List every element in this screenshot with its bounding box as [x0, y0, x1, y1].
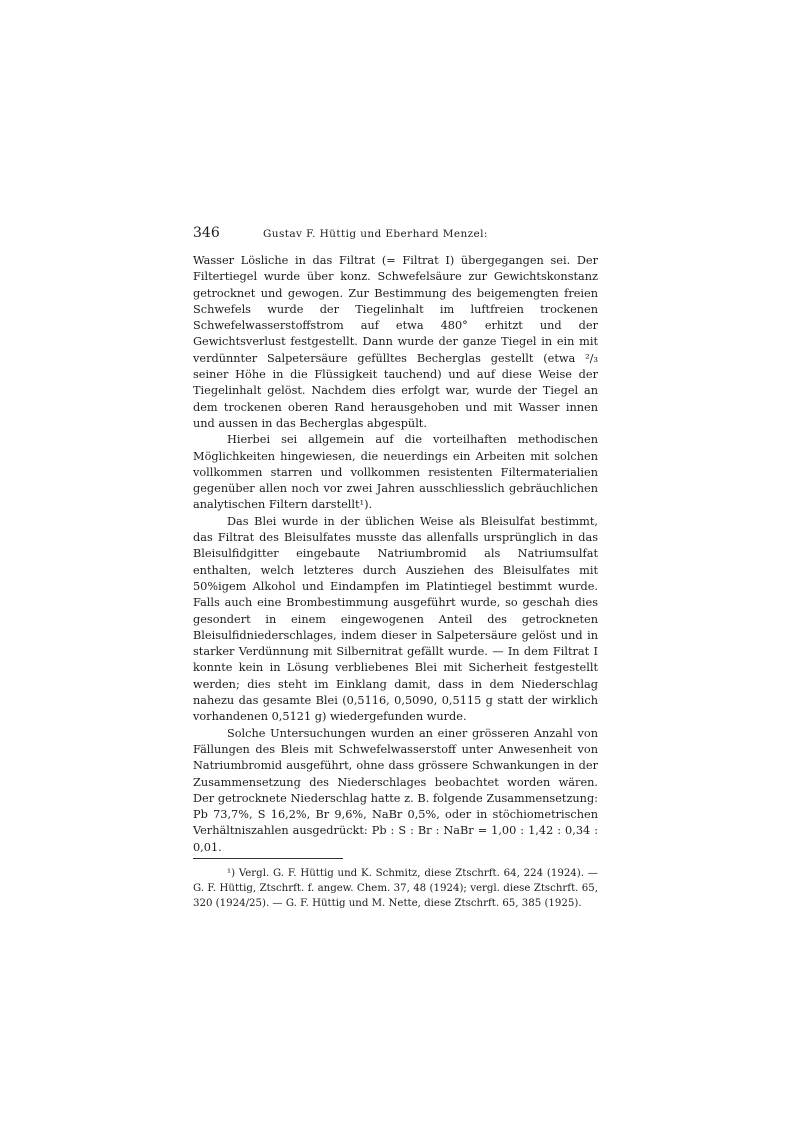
body-text [193, 253, 598, 856]
footnote: ¹) Vergl. G. F. Hüttig und K. Schmitz, diese Ztschrft. 64, 224 (1924). — G. F. Hüttig, Ztschrft. f. angew. Chem. 37, 48 (1924); vergl. diese Ztschrft. 65, 320 (1924/25). — G. F. Hüttig und M. Nette, diese Ztschrft. 65, 385 (1925). [193, 867, 598, 909]
paragraph: Hierbei sei allgemein auf die vorteilhaften methodischen Möglichkeiten hingewiesen, die neuerdings ein Arbeiten mit solchen vollkommen starren und vollkommen resistenten Filtermaterialien gegenüber allen noch vor zwei Jahren ausschliesslich gebräuchlichen analytischen Filtern darstellt¹). [193, 433, 598, 512]
page [193, 225, 598, 911]
paragraph: Das Blei wurde in der üblichen Weise als Bleisulfat bestimmt, das Filtrat des Bleisulfates musste das allenfalls ursprünglich in das Bleisulfidgitter eingebaute Natriumbromid als Natriumsulfat enthalten, welch letzteres durch Ausziehen des Bleisulfates mit 50%igem Alkohol und Eindampfen im Platintiegel bestimmt wurde. Falls auch eine Brombestimmung ausgeführt wurde, so geschah dies gesondert in einem eingewogenen Anteil des getrockneten Bleisulfidniederschlages, indem dieser in Salpetersäure gelöst und in starker Verdünnung mit Silbernitrat gefällt wurde. — In dem Filtrat I konnte kein in Lösung verbliebenes Blei mit Sicherheit festgestellt werden; dies steht im Einklang damit, dass in dem Niederschlag nahezu das gesamte Blei (0,5116, 0,5090, 0,5115 g statt der wirklich vorhandenen 0,5121 g) wiedergefunden wurde. [193, 514, 598, 724]
footnote-divider [193, 858, 343, 859]
page-number: 346 [193, 225, 220, 241]
running-head: Gustav F. Hüttig und Eberhard Menzel: [263, 228, 488, 240]
paragraph: Wasser Lösliche in das Filtrat (= Filtrat I) übergegangen sei. Der Filtertiegel wurde über konz. Schwefelsäure zur Gewichtskonstanz getrocknet und gewogen. Zur Bestimmung des beigemengten freien Schwefels wurde der Tiegelinhalt im luftfreien trockenen Schwefelwasserstoffstrom auf etwa 480° erhitzt und der Gewichtsverlust festgestellt. Dann wurde der ganze Tiegel in ein mit verdünnter Salpetersäure gefülltes Becherglas gestellt (etwa ²/₃ seiner Höhe in die Flüssigkeit tauchend) und auf diese Weise der Tiegelinhalt gelöst. Nachdem dies erfolgt war, wurde der Tiegel an dem trockenen oberen Rand herausgehoben und mit Wasser innen und aussen in das Becherglas abgespült. [193, 254, 598, 430]
page-header [193, 225, 598, 247]
paragraph: Solche Untersuchungen wurden an einer grösseren Anzahl von Fällungen des Bleis mit Schwefelwasserstoff unter Anwesenheit von Natriumbromid ausgeführt, ohne dass grössere Schwankungen in der Zusammensetzung des Niederschlages beobachtet worden wären. Der getrocknete Niederschlag hatte z. B. folgende Zusammensetzung: Pb 73,7%, S 16,2%, Br 9,6%, NaBr 0,5%, oder in stöchiometrischen Verhältniszahlen ausgedrückt: Pb : S : Br : NaBr = 1,00 : 1,42 : 0,34 : 0,01. [193, 726, 598, 854]
